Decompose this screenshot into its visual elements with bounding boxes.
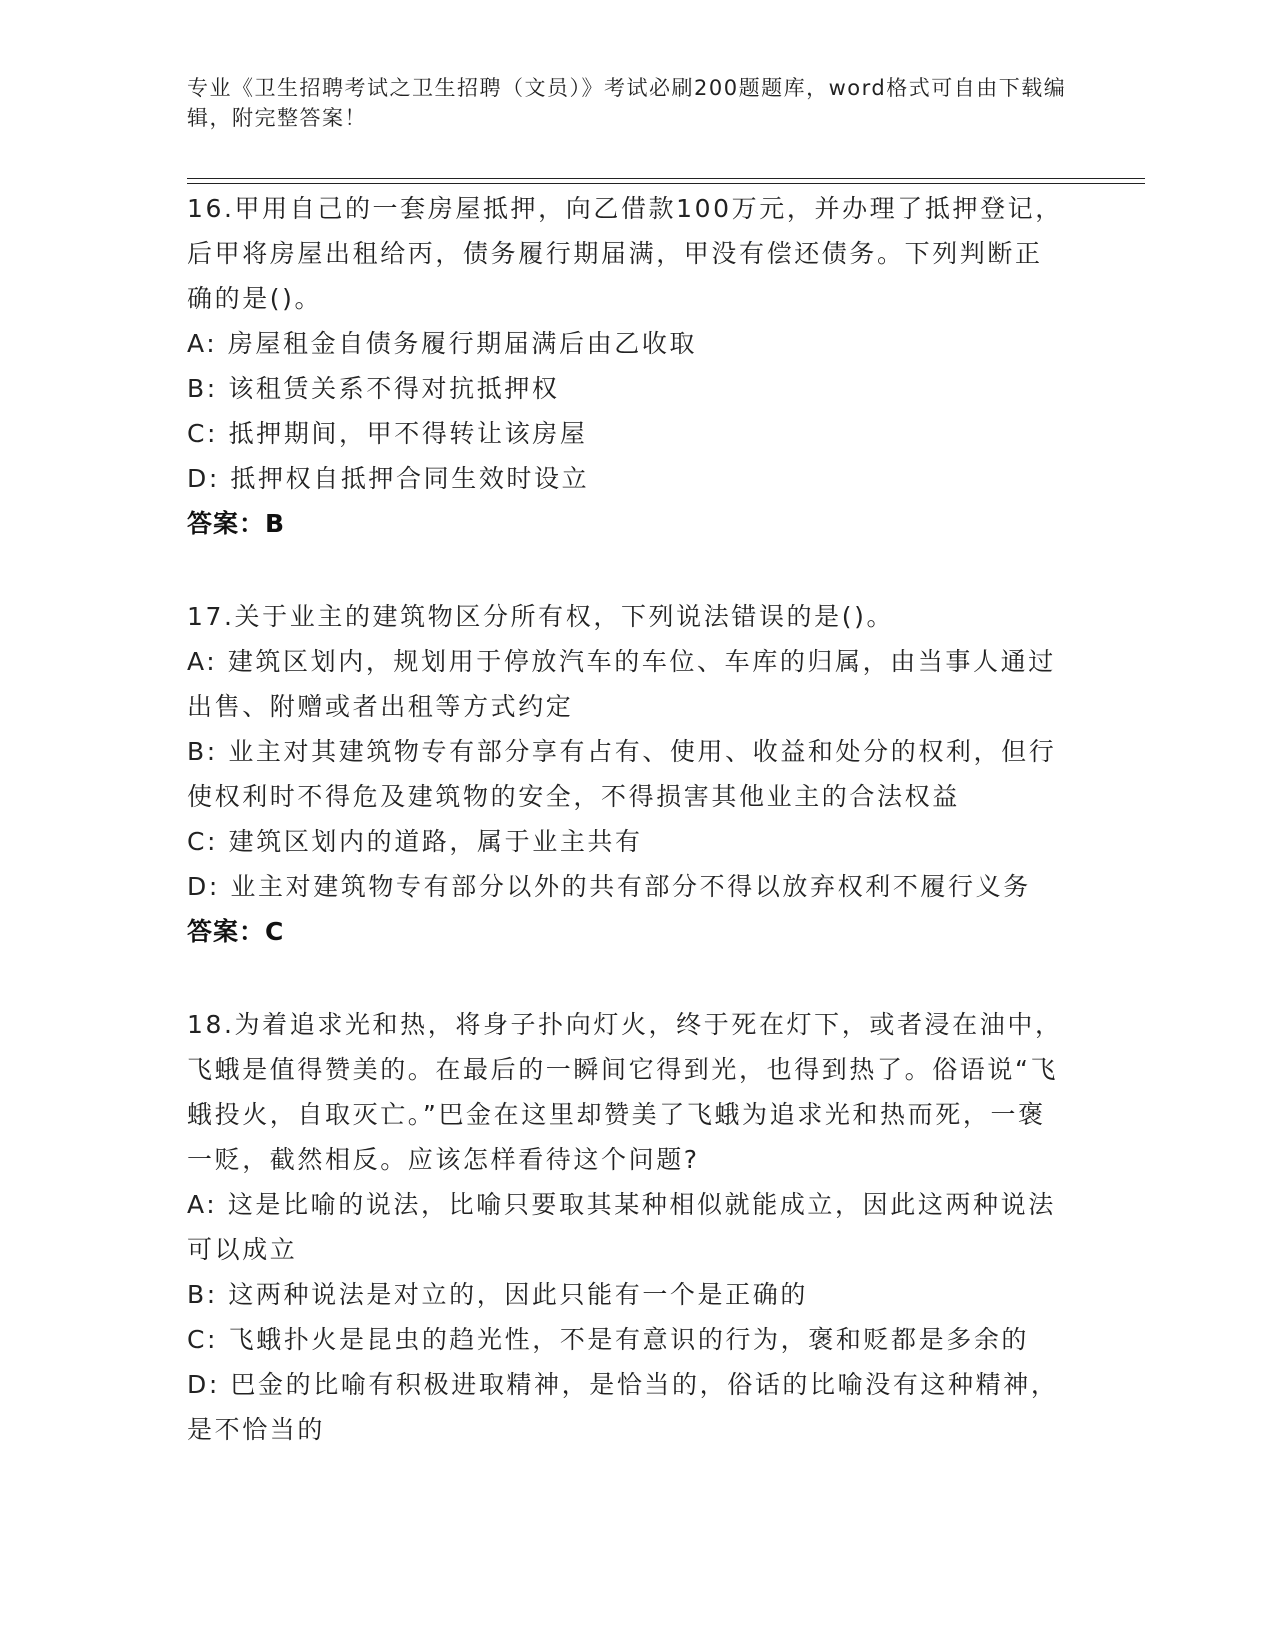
option-a: A: 这是比喻的说法，比喻只要取其某种相似就能成立，因此这两种说法可以成立: [187, 1190, 1056, 1264]
question-18: [187, 1002, 1067, 1452]
question-stem: 18.为着追求光和热，将身子扑向灯火，终于死在灯下，或者浸在油中，飞蛾是值得赞美的。在最后的一瞬间它得到光，也得到热了。俗语说“飞蛾投火，自取灭亡。”巴金在这里却赞美了飞蛾为追求光和热而死，一褒一贬，截然相反。应该怎样看待这个问题?: [187, 1010, 1063, 1174]
option-d: D: 抵押权自抵押合同生效时设立: [187, 464, 590, 493]
question-17: [187, 594, 1067, 954]
option-c: C: 建筑区划内的道路，属于业主共有: [187, 827, 643, 856]
option-d: D: 业主对建筑物专有部分以外的共有部分不得以放弃权利不履行义务: [187, 872, 1031, 901]
option-b: B: 该租赁关系不得对抗抵押权: [187, 374, 560, 403]
document-header: 专业《卫生招聘考试之卫生招聘（文员）》考试必刷200题题库，word格式可自由下载编辑，附完整答案！: [187, 76, 1067, 130]
answer-label: 答案：B: [187, 509, 286, 538]
option-c: C: 飞蛾扑火是昆虫的趋光性，不是有意识的行为，褒和贬都是多余的: [187, 1325, 1030, 1354]
question-stem: 16.甲用自己的一套房屋抵押，向乙借款100万元，并办理了抵押登记，后甲将房屋出租给丙，债务履行期届满，甲没有偿还债务。下列判断正确的是()。: [187, 194, 1063, 313]
header-divider: [187, 178, 1145, 184]
option-a: A: 房屋租金自债务履行期届满后由乙收取: [187, 329, 698, 358]
answer-label: 答案：C: [187, 917, 285, 946]
option-b: B: 业主对其建筑物专有部分享有占有、使用、收益和处分的权利，但行使权利时不得危及建筑物的安全，不得损害其他业主的合法权益: [187, 737, 1057, 811]
question-16: [187, 186, 1067, 546]
option-a: A: 建筑区划内，规划用于停放汽车的车位、车库的归属，由当事人通过出售、附赠或者出租等方式约定: [187, 647, 1056, 721]
option-d: D: 巴金的比喻有积极进取精神，是恰当的，俗话的比喻没有这种精神，是不恰当的: [187, 1370, 1059, 1444]
option-b: B: 这两种说法是对立的，因此只能有一个是正确的: [187, 1280, 808, 1309]
option-c: C: 抵押期间，甲不得转让该房屋: [187, 419, 588, 448]
question-stem: 17.关于业主的建筑物区分所有权，下列说法错误的是()。: [187, 602, 895, 631]
